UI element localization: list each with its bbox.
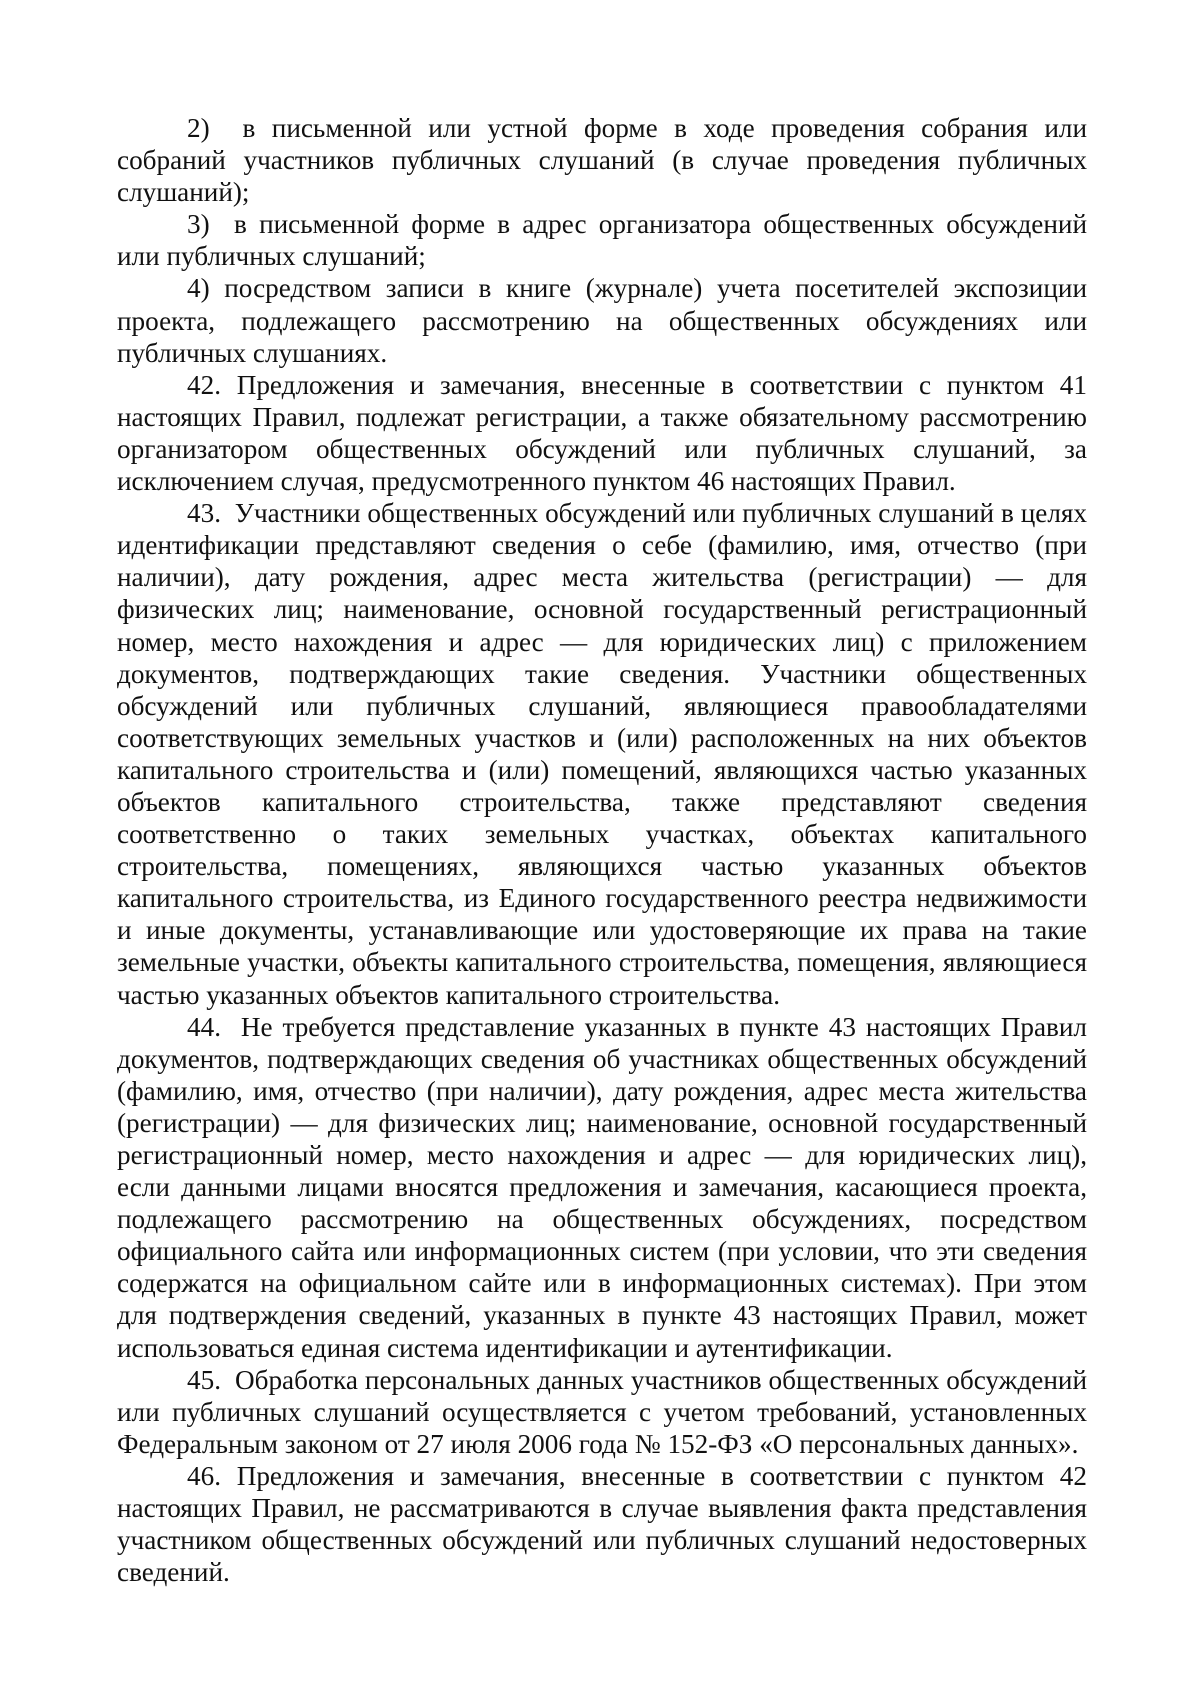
paragraph-clause-43: 43. Участники общественных обсуждений или публичных слушаний в целях идентификации представляют сведения о себе (фамилию, имя, отчество (при наличии), дату рождения, адрес места жительства (регистрации) — для физических лиц; наименование, основной государственный регистрационный номер, место нахождения и адрес — для юридических лиц) с приложением документов, подтверждающих такие сведения. Участники общественных обсуждений или публичных слушаний, являющиеся правообладателями соответствующих земельных участков и (или) расположенных на них объектов капитального строительства и (или) помещений, являющихся частью указанных объектов капитального строительства, также представляют сведения соответственно о таких земельных участках, объектах капитального строительства, помещениях, являющихся частью указанных объектов капитального строительства, из Единого государственного реестра недвижимости и иные документы, устанавливающие или удостоверяющие их права на такие земельные участки, объекты капитального строительства, помещения, являющиеся частью указанных объектов капитального строительства.: [117, 498, 1087, 1010]
paragraph-item-4: 4) посредством записи в книге (журнале) учета посетителей экспозиции проекта, подлежащего рассмотрению на общественных обсуждениях или публичных слушаниях.: [117, 273, 1087, 368]
paragraph-clause-44: 44. Не требуется представление указанных в пункте 43 настоящих Правил документов, подтверждающих сведения об участниках общественных обсуждений (фамилию, имя, отчество (при наличии), дату рождения, адрес места жительства (регистрации) — для физических лиц; наименование, основной государственный регистрационный номер, место нахождения и адрес — для юридических лиц), если данными лицами вносятся предложения и замечания, касающиеся проекта, подлежащего рассмотрению на общественных обсуждениях, посредством официального сайта или информационных систем (при условии, что эти сведения содержатся на официальном сайте или в информационных системах). При этом для подтверждения сведений, указанных в пункте 43 настоящих Правил, может использоваться единая система идентификации и аутентификации.: [117, 1011, 1087, 1363]
paragraph-item-3: 3) в письменной форме в адрес организатора общественных обсуждений или публичных слушаний;: [117, 209, 1087, 272]
paragraph-clause-45: 45. Обработка персональных данных участников общественных обсуждений или публичных слушаний осуществляется с учетом требований, установленных Федеральным законом от 27 июля 2006 года № 152-ФЗ «О персональных данных».: [117, 1364, 1087, 1459]
paragraph-item-2: 2) в письменной или устной форме в ходе проведения собрания или собраний участников публичных слушаний (в случае проведения публичных слушаний);: [117, 113, 1087, 208]
paragraph-clause-42: 42. Предложения и замечания, внесенные в соответствии с пунктом 41 настоящих Правил, подлежат регистрации, а также обязательному рассмотрению организатором общественных обсуждений или публичных слушаний, за исключением случая, предусмотренного пунктом 46 настоящих Правил.: [117, 369, 1087, 497]
document-page: [117, 112, 1087, 1588]
paragraph-clause-46: 46. Предложения и замечания, внесенные в соответствии с пунктом 42 настоящих Правил, не рассматриваются в случае выявления факта представления участником общественных обсуждений или публичных слушаний недостоверных сведений.: [117, 1460, 1087, 1588]
